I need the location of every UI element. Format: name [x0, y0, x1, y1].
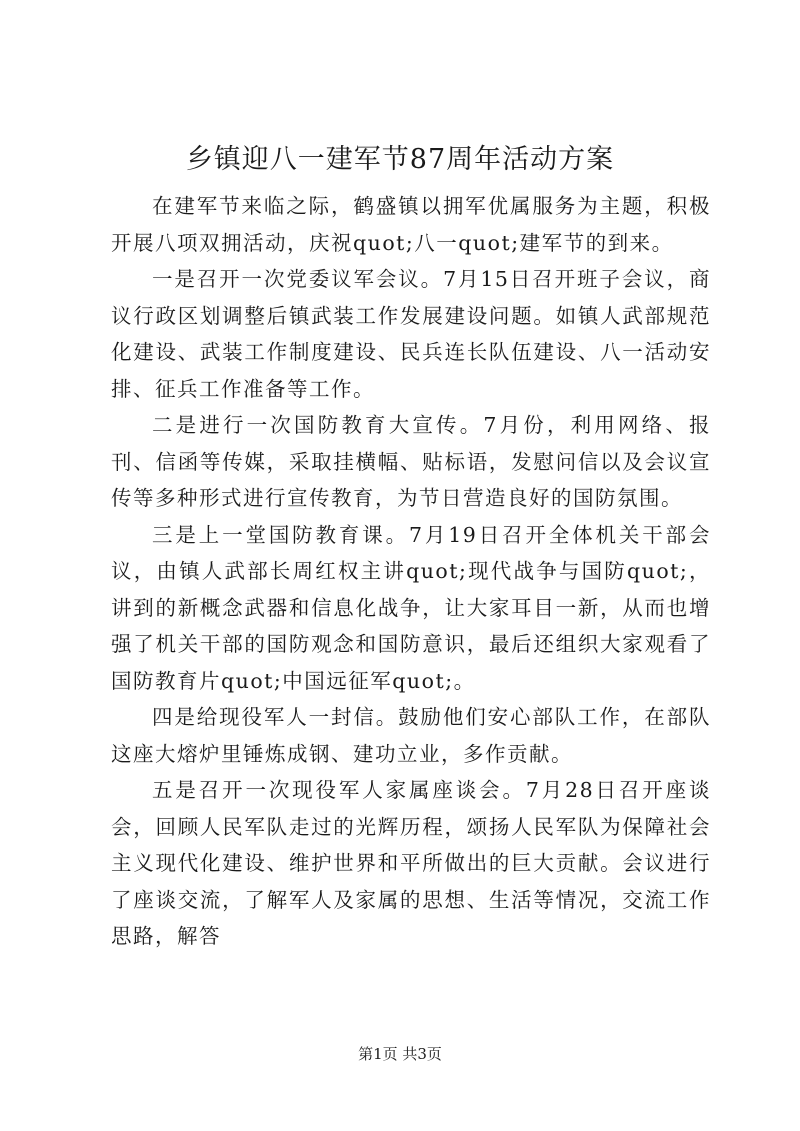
paragraph-intro: 在建军节来临之际，鹤盛镇以拥军优属服务为主题，积极开展八项双拥活动，庆祝quot;八一quot;建军节的到来。	[111, 194, 711, 255]
paragraph-item-3: 三是上一堂国防教育课。7月19日召开全体机关干部会议，由镇人武部长周红权主讲quot;现代战争与国防quot;，讲到的新概念武器和信息化战争，让大家耳目一新，从而也增强了机关干部的国防观念和国防意识，最后还组织大家观看了国防教育片quot;中国远征军quot;。	[111, 522, 711, 693]
paragraph-item-1: 一是召开一次党委议军会议。7月15日召开班子会议，商议行政区划调整后镇武装工作发展建设问题。如镇人武部规范化建设、武装工作制度建设、民兵连长队伍建设、八一活动安排、征兵工作准备等工作。	[111, 267, 711, 401]
document-title: 乡镇迎八一建军节87周年活动方案	[185, 144, 615, 175]
paragraph-item-5: 五是召开一次现役军人家属座谈会。7月28日召开座谈会，回顾人民军队走过的光辉历程，颂扬人民军队为保障社会主义现代化建设、维护世界和平所做出的巨大贡献。会议进行了座谈交流，了解军人及家属的思想、生活等情况，交流工作思路，解答	[111, 778, 711, 948]
document-body	[111, 188, 711, 955]
paragraph-item-4: 四是给现役军人一封信。鼓励他们安心部队工作，在部队这座大熔炉里锤炼成钢、建功立业，多作贡献。	[111, 705, 711, 766]
paragraph-item-2: 二是进行一次国防教育大宣传。7月份，利用网络、报刊、信函等传媒，采取挂横幅、贴标语，发慰问信以及会议宣传等多种形式进行宣传教育，为节日营造良好的国防氛围。	[111, 413, 711, 510]
page-number-footer: 第1页 共3页	[358, 1045, 442, 1063]
